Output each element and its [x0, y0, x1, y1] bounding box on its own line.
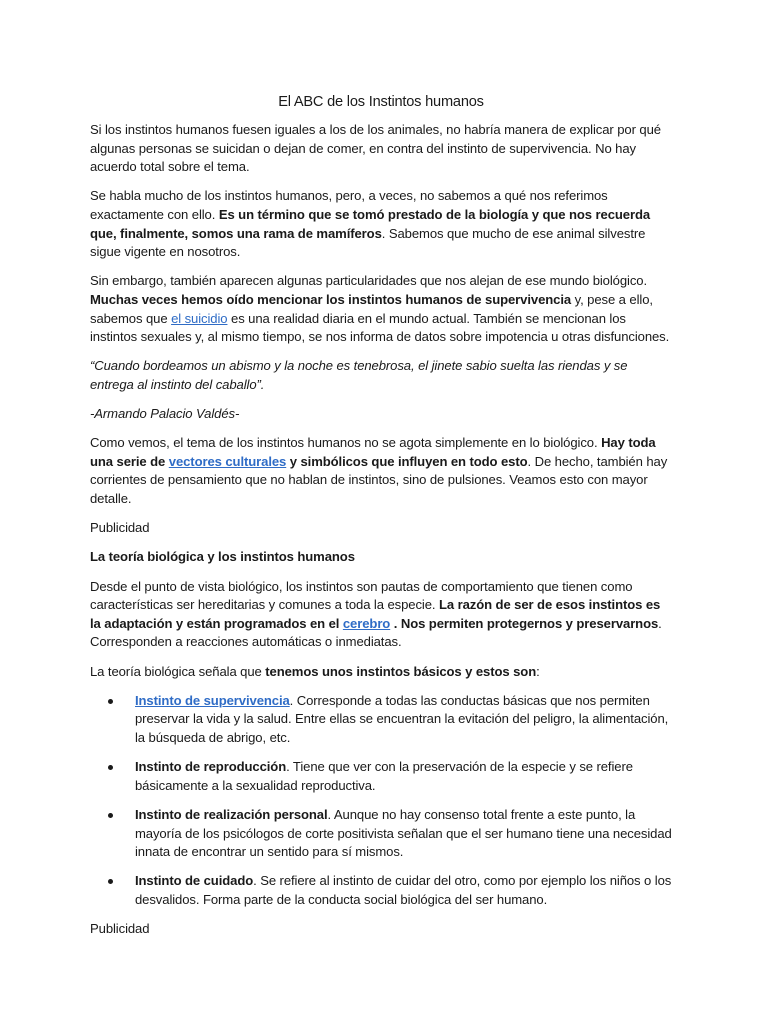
paragraph-intro: Si los instintos humanos fuesen iguales a los de los animales, no habría manera de explicar por qué algunas personas se suicidan o dejan de comer, en contra del instinto de supervivencia. No hay acuerdo total sobre el tema. [90, 122, 661, 175]
list-item [135, 758, 672, 795]
list-item-text: . Tiene que ver con la preservación de la especie y se refiere básicamente a la sexualidad reproductiva. [135, 759, 633, 793]
list-item-text: . Aunque no hay consenso total frente a este punto, la mayoría de los psicólogos de corte positivista señalan que el ser humano tiene una necesidad innata de encontrar un sentido para sí mismos. [135, 806, 672, 860]
text-run: . Corresponden a reacciones automáticas o inmediatas. [90, 615, 662, 650]
text-run: Como vemos, el tema de los instintos humanos no se agota simplemente en lo biológico. [90, 435, 602, 451]
link-instinto-de-supervivencia[interactable]: Instinto de supervivencia [135, 692, 290, 708]
text-run: . De hecho, también hay corrientes de pensamiento que no hablan de instintos, sino de pulsiones. Veamos esto con mayor detalle. [90, 453, 668, 507]
paragraph-6 [90, 663, 672, 682]
bold-run: La razón de ser de esos instintos es la adaptación y están programados en el [90, 597, 661, 631]
text-run: y, pese a ello, sabemos que [90, 291, 653, 326]
list-item [135, 806, 672, 862]
quote-author: -Armando Palacio Valdés- [90, 406, 240, 422]
bold-run: y simbólicos que influyen en todo esto [286, 453, 528, 469]
section-heading [90, 548, 672, 567]
ad-label: Publicidad [90, 921, 150, 937]
list-item-text: . Se refiere al instinto de cuidar del otro, como por ejemplo los niños o los desvalidos. Forma parte de la conducta social biológica del ser humano. [135, 873, 672, 907]
paragraph-2 [90, 187, 672, 261]
text-run: : [536, 663, 540, 679]
text-run: Desde el punto de vista biológico, los instintos son pautas de comportamiento que tienen como características ser hereditarias y comunes a toda la especie. [90, 578, 633, 613]
link-el-suicidio[interactable]: el suicidio [171, 310, 228, 326]
link-vectores-culturales[interactable]: vectores culturales [168, 453, 287, 469]
ad-label: Publicidad [90, 520, 150, 536]
text-run: es una realidad diaria en el mundo actual. También se mencionan los instintos sexuales y, al mismo tiempo, se nos informa de datos sobre impotencia u otras disfunciones. [90, 310, 670, 345]
quote-text: “Cuando bordeamos un abismo y la noche es tenebrosa, el jinete sabio suelta las riendas y se entrega al instinto del caballo”. [90, 358, 628, 392]
bold-run: tenemos unos instintos básicos y estos son [265, 663, 537, 679]
list-item-text: . Corresponde a todas las conductas básicas que nos permiten preservar la vida y la salud. Entre ellas se encuentran la evitación del peligro, la alimentación, la búsqueda de abrigo, etc. [135, 692, 669, 745]
bold-run: . Nos permiten protegernos y preservarnos [390, 615, 659, 631]
bold-run: Hay toda una serie de [90, 435, 656, 469]
section-heading-text: La teoría biológica y los instintos humanos [90, 549, 355, 565]
document-title: El ABC de los Instintos humanos [278, 94, 484, 110]
paragraph-3 [90, 272, 672, 346]
bold-run: Muchas veces hemos oído mencionar los instintos humanos de supervivencia [90, 291, 572, 307]
instincts-list [90, 692, 672, 910]
bold-run: Es un término que se tomó prestado de la biología y que nos recuerda que, finalmente, somos una rama de mamíferos [90, 206, 651, 241]
text-run: Se habla mucho de los instintos humanos, pero, a veces, no sabemos a qué nos referimos exactamente con ello. [90, 188, 608, 222]
list-item [135, 872, 672, 909]
text-run: . Sabemos que mucho de ese animal silvestre sigue vigente en nosotros. [90, 225, 646, 260]
link-cerebro[interactable]: cerebro [342, 615, 391, 631]
list-item-term: Instinto de cuidado [135, 873, 254, 889]
text-run: La teoría biológica señala que [90, 663, 266, 679]
paragraph-5 [90, 578, 672, 652]
text-run: Sin embargo, también aparecen algunas particularidades que nos alejan de ese mundo biológico. [90, 273, 648, 289]
list-item-term: Instinto de realización personal [135, 806, 328, 822]
list-item [135, 692, 672, 748]
list-item-term: Instinto de reproducción [135, 759, 287, 775]
paragraph-4 [90, 434, 672, 508]
